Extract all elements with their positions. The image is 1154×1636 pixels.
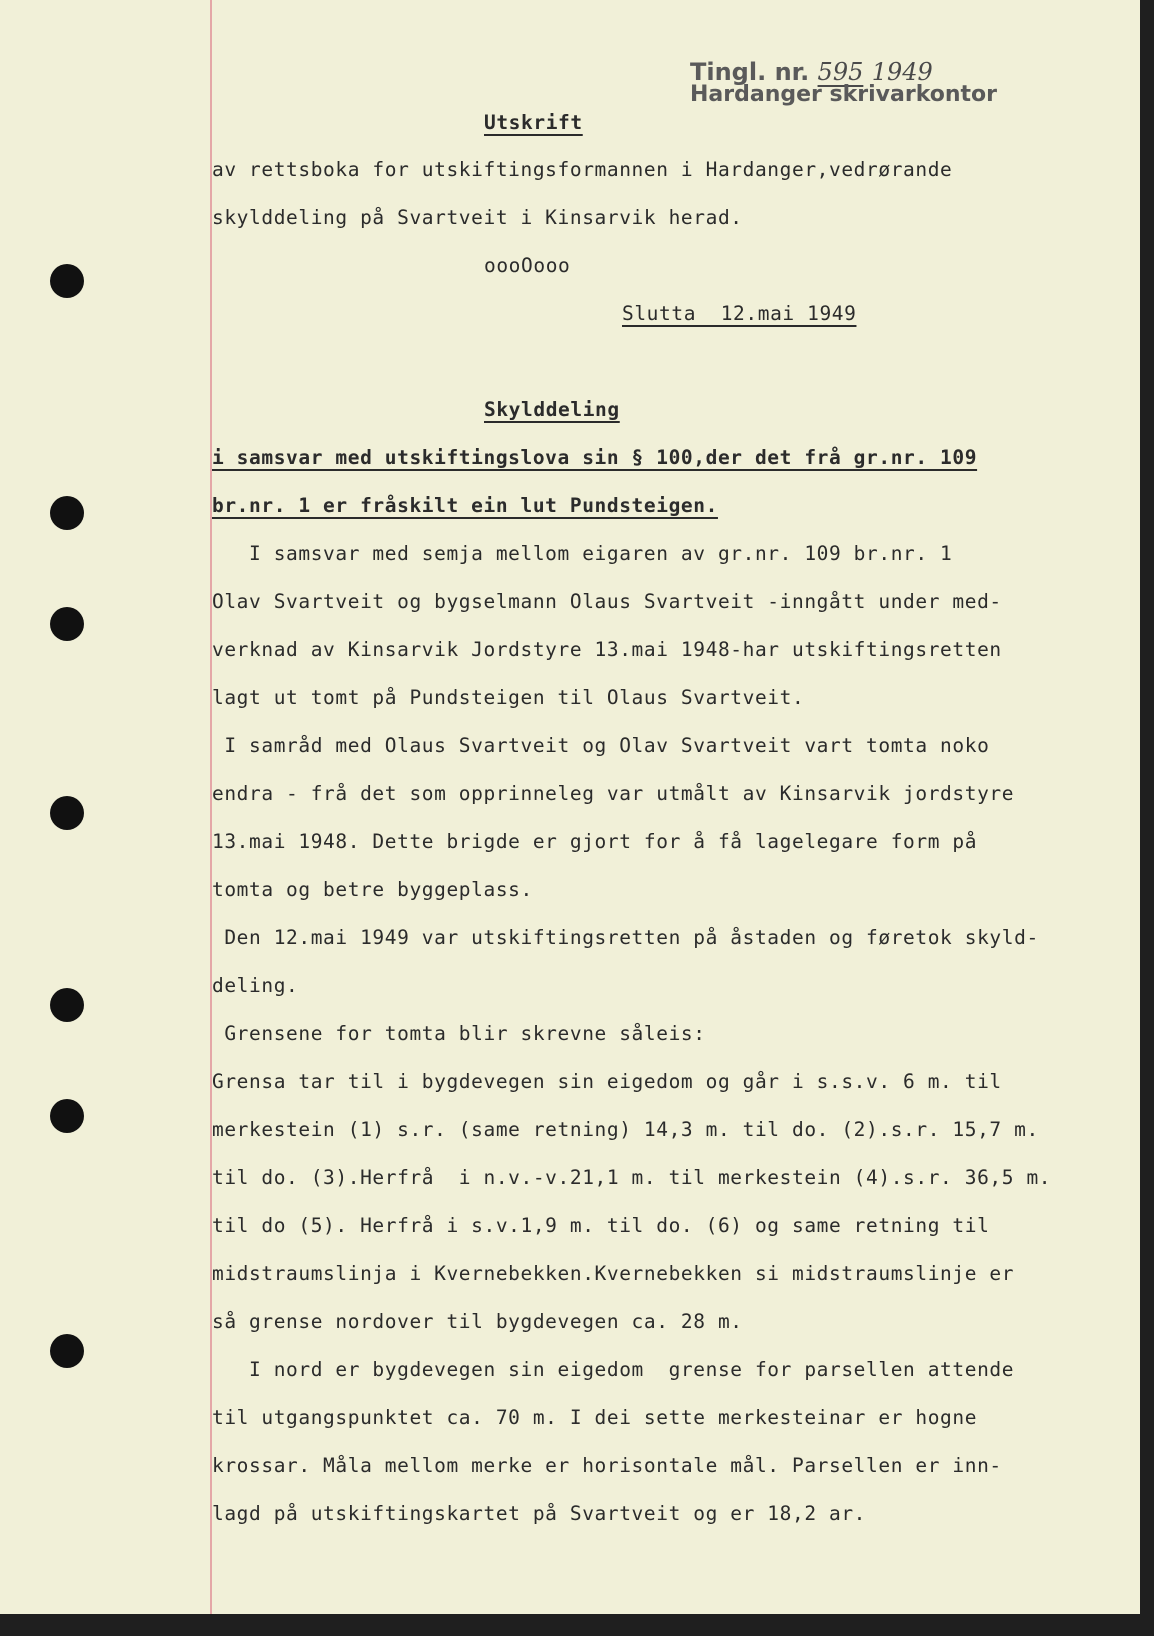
intro-line-2: skylddeling på Svartveit i Kinsarvik herad.	[212, 206, 743, 229]
stamp-number: 595	[817, 58, 864, 86]
closed-date: Slutta 12.mai 1949	[622, 302, 857, 325]
body-line: 13.mai 1948. Dette brigde er gjort for å få lagelegare form på	[212, 830, 978, 853]
doc-heading: Utskrift	[484, 111, 583, 134]
body-line: deling.	[212, 974, 299, 997]
punch-hole-icon	[50, 796, 84, 830]
body-line: lagt ut tomt på Pundsteigen til Olaus Svartveit.	[212, 686, 805, 709]
body-line: I samsvar med semja mellom eigaren av gr.nr. 109 br.nr. 1	[212, 542, 953, 565]
punch-hole-icon	[50, 1334, 84, 1368]
body-line: endra - frå det som opprinneleg var utmålt av Kinsarvik jordstyre	[212, 782, 1015, 805]
stamp-prefix: Tingl. nr.	[690, 58, 810, 86]
body-line: verknad av Kinsarvik Jordstyre 13.mai 1948-har utskiftingsretten	[212, 638, 1002, 661]
body-line: Grensa tar til i bygdevegen sin eigedom og går i s.s.v. 6 m. til	[212, 1070, 1002, 1093]
body-line: Grensene for tomta blir skrevne såleis:	[212, 1022, 706, 1045]
body-line: I samråd med Olaus Svartveit og Olav Svartveit vart tomta noko	[212, 734, 990, 757]
punch-hole-icon	[50, 988, 84, 1022]
body-line: tomta og betre byggeplass.	[212, 878, 533, 901]
subtitle-line-1: i samsvar med utskiftingslova sin § 100,der det frå gr.nr. 109	[212, 446, 978, 469]
body-line: Olav Svartveit og bygselmann Olaus Svartveit -inngått under med-	[212, 590, 1002, 613]
section-title: Skylddeling	[484, 398, 620, 421]
body-line: krossar. Måla mellom merke er horisontale mål. Parsellen er inn-	[212, 1454, 1002, 1477]
punch-hole-icon	[50, 264, 84, 298]
body-line: Den 12.mai 1949 var utskiftingsretten på åstaden og føretok skyld-	[212, 926, 1039, 949]
body-line: I nord er bygdevegen sin eigedom grense for parsellen attende	[212, 1358, 1015, 1381]
subtitle-line-2: br.nr. 1 er fråskilt ein lut Pundsteigen.	[212, 494, 718, 517]
body-line: så grense nordover til bygdevegen ca. 28 m.	[212, 1310, 743, 1333]
stamp-office: Hardanger skrivarkontor	[690, 82, 997, 107]
punch-hole-icon	[50, 607, 84, 641]
body-line: til do (5). Herfrå i s.v.1,9 m. til do. (6) og same retning til	[212, 1214, 990, 1237]
body-line: lagd på utskiftingskartet på Svartveit og er 18,2 ar.	[212, 1502, 867, 1525]
body-line: midstraumslinja i Kvernebekken.Kvernebekken si midstraumslinje er	[212, 1262, 1015, 1285]
body-line: til do. (3).Herfrå i n.v.-v.21,1 m. til merkestein (4).s.r. 36,5 m.	[212, 1166, 1052, 1189]
punch-hole-icon	[50, 1099, 84, 1133]
separator: oooOooo	[484, 254, 571, 277]
punch-hole-icon	[50, 496, 84, 530]
body-line: merkestein (1) s.r. (same retning) 14,3 m. til do. (2).s.r. 15,7 m.	[212, 1118, 1039, 1141]
intro-line-1: av rettsboka for utskiftingsformannen i Hardanger,vedrørande	[212, 158, 953, 181]
stamp-year: 1949	[871, 58, 933, 86]
registry-stamp	[690, 58, 997, 107]
body-line: til utgangspunktet ca. 70 m. I dei sette merkesteinar er hogne	[212, 1406, 978, 1429]
